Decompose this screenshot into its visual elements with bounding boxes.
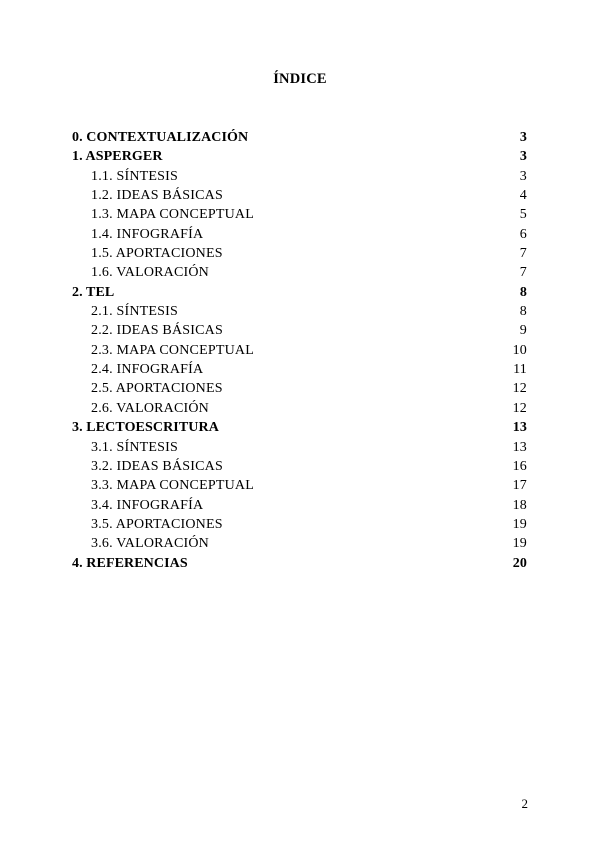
toc-entry-page: 16 xyxy=(512,458,527,474)
toc-entry-page: 17 xyxy=(512,478,527,494)
toc-entry-page: 3 xyxy=(519,130,527,145)
toc-entry-page: 8 xyxy=(519,304,527,320)
toc-entry[interactable] xyxy=(72,360,527,379)
toc-entry[interactable] xyxy=(72,283,527,302)
toc-entry-label: 4. REFERENCIAS xyxy=(72,555,188,571)
toc-entry-label: 1.4. INFOGRAFÍA xyxy=(91,226,204,242)
toc-entry[interactable] xyxy=(72,341,527,360)
toc-entry-page: 13 xyxy=(512,420,527,436)
toc-entry[interactable] xyxy=(72,128,527,147)
toc-entry-page: 12 xyxy=(512,381,527,397)
toc-entry-page: 4 xyxy=(519,188,527,204)
toc-entry-label: 1.3. MAPA CONCEPTUAL xyxy=(91,207,254,223)
toc-entry-label: 3.4. INFOGRAFÍA xyxy=(91,497,204,513)
toc-entry-page: 13 xyxy=(512,439,527,455)
toc-entry-label: 3.5. APORTACIONES xyxy=(91,516,223,532)
page-number: 2 xyxy=(521,796,528,811)
toc-entry-label: 3. LECTOESCRITURA xyxy=(72,420,219,436)
toc-entry-page: 10 xyxy=(512,342,527,358)
toc-entry[interactable] xyxy=(72,438,527,457)
toc-entry[interactable] xyxy=(72,476,527,495)
table-of-contents xyxy=(72,128,527,573)
toc-entry[interactable] xyxy=(72,399,527,418)
toc-entry-page: 19 xyxy=(512,516,527,532)
toc-entry-page: 18 xyxy=(512,497,527,513)
toc-entry-label: 1.6. VALORACIÓN xyxy=(91,265,209,281)
toc-entry-label: 1.2. IDEAS BÁSICAS xyxy=(91,188,223,204)
toc-entry-label: 3.3. MAPA CONCEPTUAL xyxy=(91,478,254,494)
toc-entry[interactable] xyxy=(72,496,527,515)
toc-entry[interactable] xyxy=(72,418,527,437)
toc-entry-page: 3 xyxy=(519,149,527,165)
toc-entry[interactable] xyxy=(72,457,527,476)
toc-entry-label: 2.5. APORTACIONES xyxy=(91,381,223,397)
toc-entry[interactable] xyxy=(72,379,527,398)
toc-entry-page: 11 xyxy=(513,362,527,378)
toc-entry-page: 7 xyxy=(519,265,527,281)
toc-entry[interactable] xyxy=(72,534,527,553)
toc-entry[interactable] xyxy=(72,515,527,534)
toc-entry-label: 1. ASPERGER xyxy=(72,149,163,165)
toc-entry[interactable] xyxy=(72,302,527,321)
toc-entry[interactable] xyxy=(72,244,527,263)
toc-entry-label: 2.6. VALORACIÓN xyxy=(91,400,209,416)
page-title: ÍNDICE xyxy=(273,71,327,87)
toc-entry[interactable] xyxy=(72,147,527,166)
toc-entry-page: 6 xyxy=(519,226,527,242)
toc-entry-label: 3.6. VALORACIÓN xyxy=(91,536,209,552)
toc-entry-label: 3.2. IDEAS BÁSICAS xyxy=(91,458,223,474)
toc-entry-page: 12 xyxy=(512,400,527,416)
toc-entry-page: 7 xyxy=(519,246,527,262)
toc-entry-label: 2.1. SÍNTESIS xyxy=(91,304,178,320)
toc-entry[interactable] xyxy=(72,263,527,282)
toc-entry-page: 8 xyxy=(519,284,527,300)
toc-entry-label: 2.4. INFOGRAFÍA xyxy=(91,362,204,378)
toc-entry-page: 19 xyxy=(512,536,527,552)
toc-entry-page: 3 xyxy=(519,168,527,184)
toc-entry[interactable] xyxy=(72,186,527,205)
toc-entry-label: 1.5. APORTACIONES xyxy=(91,246,223,262)
toc-entry-page: 5 xyxy=(519,207,527,223)
toc-entry-label: 1.1. SÍNTESIS xyxy=(91,168,178,184)
toc-entry-label: 3.1. SÍNTESIS xyxy=(91,439,178,455)
toc-entry[interactable] xyxy=(72,225,527,244)
toc-entry[interactable] xyxy=(72,205,527,224)
toc-entry-page: 20 xyxy=(512,555,527,571)
toc-entry-page: 9 xyxy=(519,323,527,339)
toc-entry[interactable] xyxy=(72,167,527,186)
toc-entry[interactable] xyxy=(72,321,527,340)
toc-entry-label: 2. TEL xyxy=(72,284,115,300)
toc-entry-label: 2.3. MAPA CONCEPTUAL xyxy=(91,342,254,358)
toc-entry-label: 0. CONTEXTUALIZACIÓN xyxy=(72,130,249,145)
toc-entry[interactable] xyxy=(72,554,527,573)
toc-entry-label: 2.2. IDEAS BÁSICAS xyxy=(91,323,223,339)
